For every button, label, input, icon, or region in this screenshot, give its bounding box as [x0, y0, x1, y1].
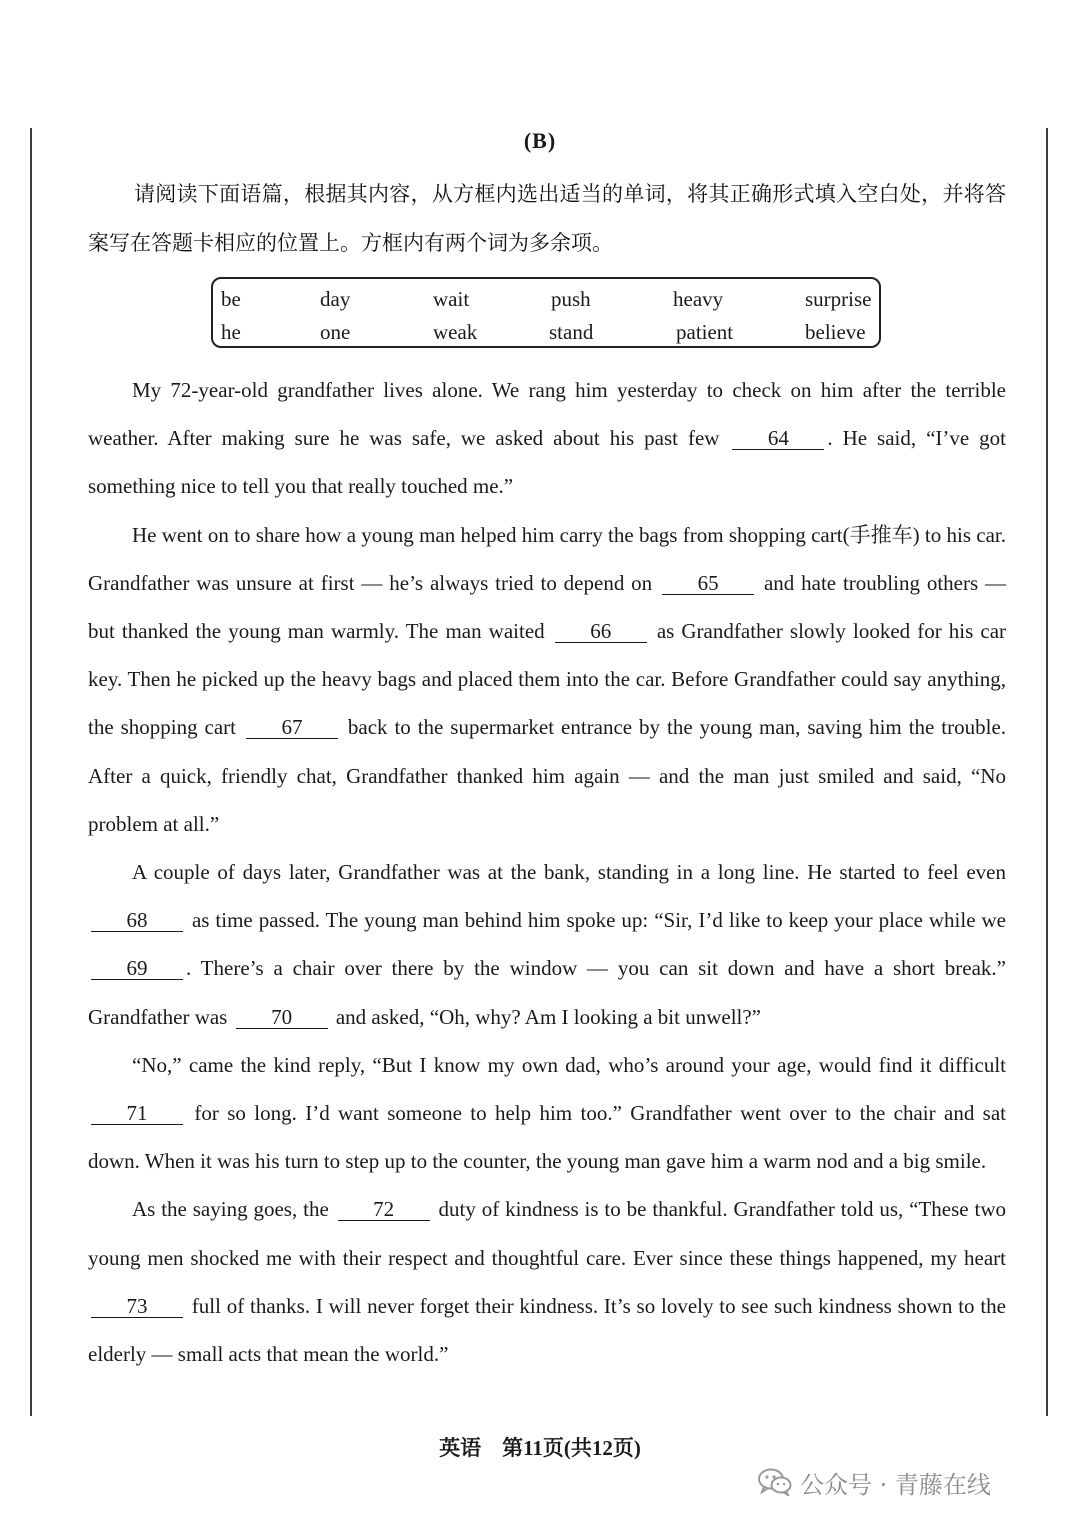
paragraph-5 — [88, 1185, 1006, 1378]
passage-text: as Grandfather slowly looked for his car key. Then he picked up the heavy bags and placed them into the car. Before Grandfather could say anything, the shopping cart — [88, 619, 1007, 740]
right-margin-line — [1046, 128, 1048, 1416]
passage-text: and hate troubling others — but thanked the young man warmly. The man waited — [88, 570, 1007, 644]
word-option: heavy — [673, 287, 724, 311]
passage-text: As the saying goes, the — [132, 1197, 329, 1222]
paragraph-3 — [88, 848, 1006, 1041]
blank-65: 65 — [662, 572, 754, 595]
word-option: weak — [433, 320, 478, 344]
section-title: (B) — [523, 128, 557, 153]
passage-text: He went on to share how a young man helped him carry the bags from shopping cart(手推车) to his car. Grandfather was unsure at first — he’s always tried to depend on — [88, 522, 1006, 595]
blank-71: 71 — [91, 1102, 183, 1125]
page-footer: 英语 第11页(共12页) — [439, 1436, 641, 1460]
word-option: he — [221, 320, 241, 344]
instructions-text: 请阅读下面语篇，根据其内容，从方框内选出适当的单词，将其正确形式填入空白处，并将答案写在答题卡相应的位置上。方框内有两个词为多余项。 — [88, 182, 1006, 255]
blank-67: 67 — [246, 716, 338, 739]
passage-text: My 72-year-old grandfather lives alone. We rang him yesterday to check on him after the terrible weather. After making sure he was safe, we asked about his past few — [88, 378, 1006, 451]
passage-text: “No,” came the kind reply, “But I know my own dad, who’s around your age, would find it difficult — [132, 1052, 1006, 1077]
passage-text: . He said, “I’ve got something nice to tell you that really touched me.” — [88, 426, 1007, 499]
blank-68: 68 — [91, 909, 183, 932]
blank-66: 66 — [555, 620, 647, 643]
word-box — [211, 277, 881, 348]
passage-text: as time passed. The young man behind him spoke up: “Sir, I’d like to keep your place while we — [191, 908, 1006, 933]
passage-text: for so long. I’d want someone to help him too.” Grandfather went over to the chair and sat down. When it was his turn to step up to the counter, the young man gave him a warm nod and a big smile. — [88, 1101, 1007, 1174]
passage-text: full of thanks. I will never forget their kindness. It’s so lovely to see such kindness shown to the elderly — small acts that mean the world.” — [88, 1293, 1006, 1367]
passage-text: A couple of days later, Grandfather was at the bank, standing in a long line. He started to feel even — [132, 860, 1006, 885]
blank-72: 72 — [338, 1198, 430, 1221]
passage — [88, 366, 1006, 1378]
paragraph-1 — [88, 366, 1006, 511]
blank-70: 70 — [236, 1006, 328, 1029]
paragraph-2 — [88, 511, 1006, 848]
watermark — [758, 1462, 991, 1502]
left-margin-line — [30, 128, 32, 1416]
word-option: surprise — [805, 287, 872, 311]
passage-text: back to the supermarket entrance by the young man, saving him the trouble. After a quick, friendly chat, Grandfather thanked him again — and the man just smiled and said, “No problem at all.” — [88, 715, 1007, 836]
word-option: one — [320, 320, 351, 344]
word-option: wait — [433, 287, 470, 311]
wechat-icon — [758, 1468, 792, 1496]
passage-text: duty of kindness is to be thankful. Grandfather told us, “These two young men shocked me with their respect and thoughtful care. Ever since these things happened, my heart — [88, 1197, 1007, 1270]
word-option: day — [320, 287, 351, 311]
word-option: patient — [676, 320, 734, 344]
word-option: believe — [805, 320, 866, 344]
paragraph-4 — [88, 1041, 1006, 1186]
blank-64: 64 — [732, 427, 824, 450]
blank-73: 73 — [91, 1295, 183, 1318]
word-option: be — [221, 287, 241, 311]
word-option: push — [551, 287, 591, 311]
watermark-text: 公众号 · 青藤在线 — [800, 1470, 991, 1499]
word-option: stand — [549, 320, 594, 344]
blank-69: 69 — [91, 957, 183, 980]
passage-text: . There’s a chair over there by the window — you can sit down and have a short break.” Grandfather was — [88, 956, 1006, 1029]
passage-text: and asked, “Oh, why? Am I looking a bit unwell?” — [335, 1004, 762, 1029]
